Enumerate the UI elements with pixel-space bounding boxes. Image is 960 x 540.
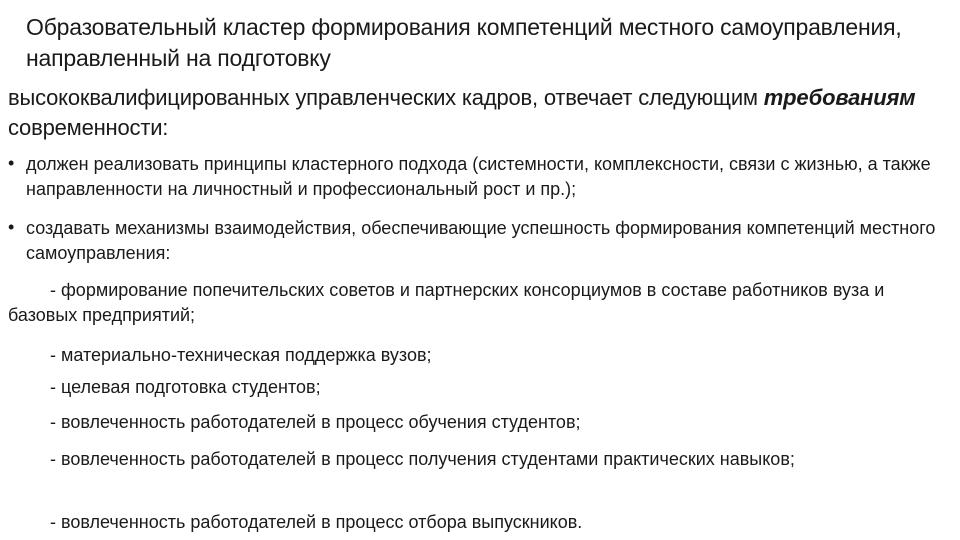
bullet-icon: • [8,217,15,237]
bullet-text: создавать механизмы взаимодействия, обеспечивающие успешность формирования компетенций местного самоуправления: [26,218,936,263]
list-item [50,410,948,435]
list-item-text: - вовлеченность работодателей в процесс получения студентами практических навыков; [50,449,795,469]
list-item-text: - вовлеченность работодателей в процесс отбора выпускников. [50,512,583,532]
list-item-text: - целевая подготовка студентов; [50,377,321,397]
intro-emphasis: требованиям [763,85,916,110]
list-item-text: - формирование попечительских советов и партнерских консорциумов в составе работников вуза и базовых предприятий; [8,280,885,325]
bullet-icon: • [8,153,15,173]
intro-paragraph [8,83,948,143]
bullet-item [8,216,948,266]
bullet-text: должен реализовать принципы кластерного подхода (системности, комплексности, связи с жизнью, а также направленности на личностный и профессиональный рост и пр.); [26,154,931,199]
list-item [50,510,948,535]
list-item-text: - вовлеченность работодателей в процесс обучения студентов; [50,412,581,432]
intro-text-before: высококвалифицированных управленческих кадров, отвечает следующим [8,85,764,110]
list-item [50,375,948,400]
bullet-item [8,152,948,202]
slide-title: Образовательный кластер формирования компетенций местного самоуправления, направленный на подготовку [26,14,902,71]
list-item [50,343,948,368]
list-item-text: - материально-техническая поддержка вузов; [50,345,432,365]
intro-text-after: современности: [8,115,169,140]
list-item [8,447,948,472]
list-item [8,278,948,328]
